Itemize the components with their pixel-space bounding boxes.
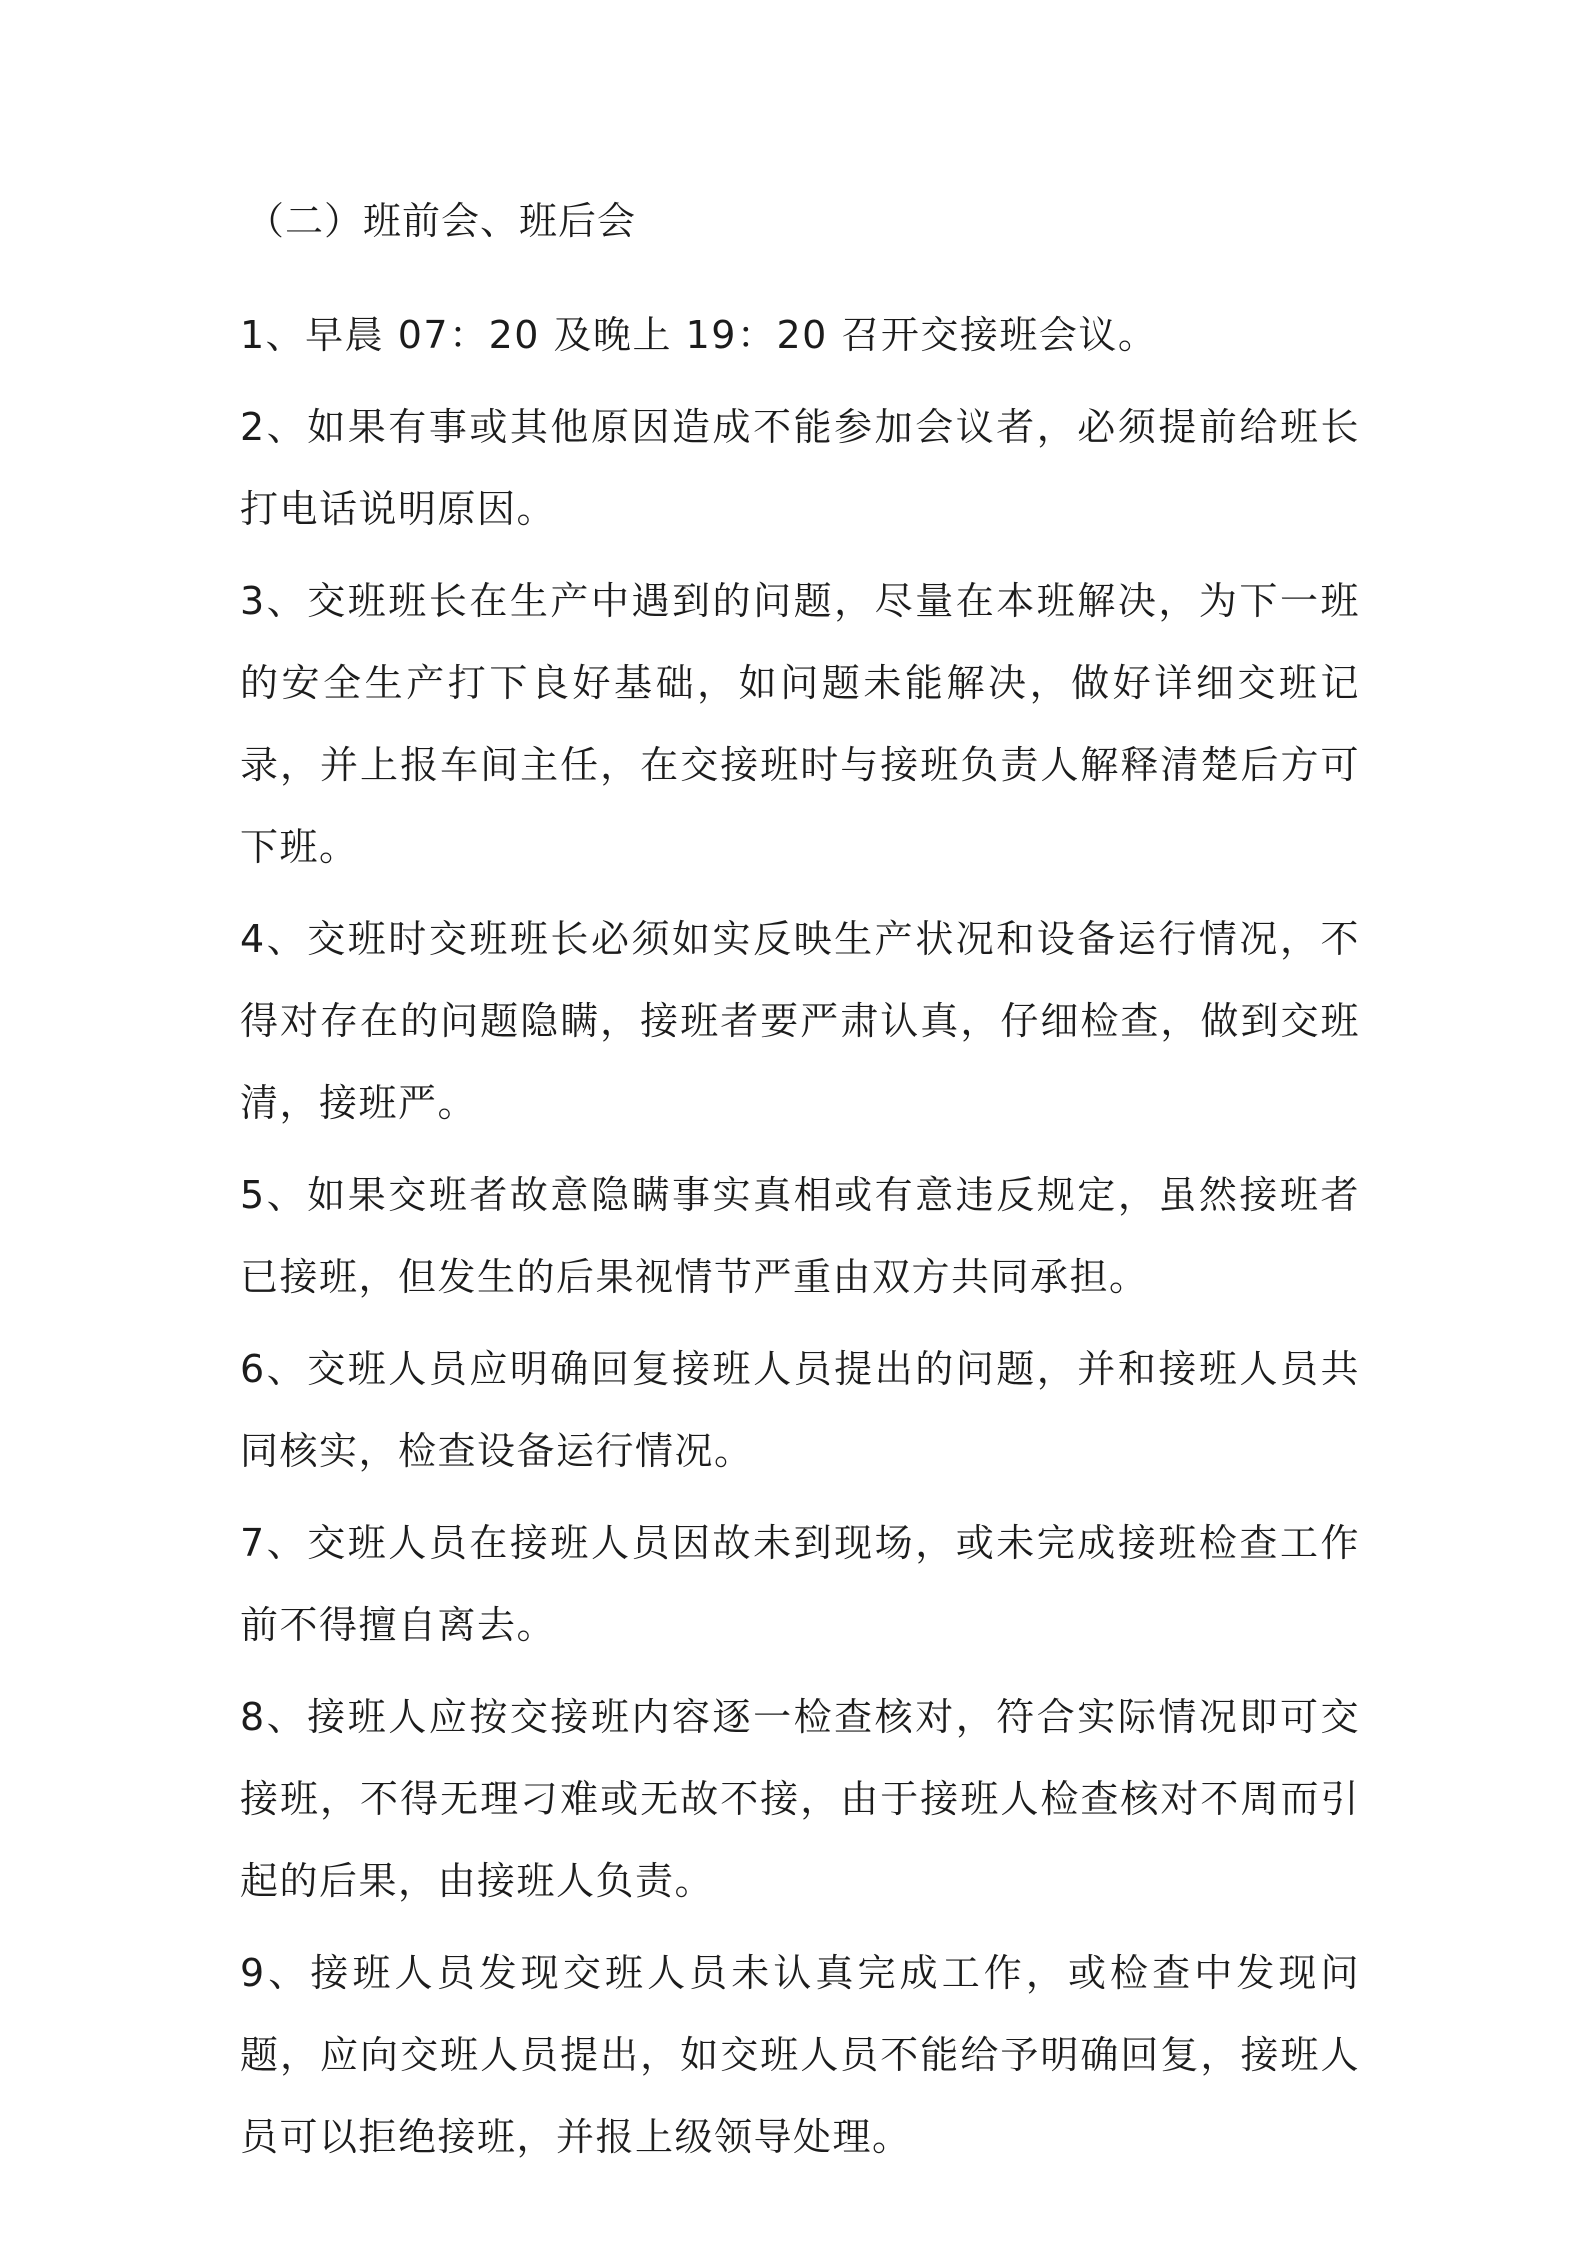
list-item-8: 8、接班人应按交接班内容逐一检查核对，符合实际情况即可交接班，不得无理刁难或无故不接，由于接班人检查核对不周而引起的后果，由接班人负责。 <box>240 1695 1360 1903</box>
list-item-5: 5、如果交班者故意隐瞒事实真相或有意违反规定，虽然接班者已接班，但发生的后果视情节严重由双方共同承担。 <box>240 1173 1360 1299</box>
list-item-6: 6、交班人员应明确回复接班人员提出的问题，并和接班人员共同核实，检查设备运行情况。 <box>240 1347 1360 1473</box>
section-heading: （二）班前会、班后会 <box>246 199 637 243</box>
document-body <box>240 196 1360 2188</box>
list-item-7: 7、交班人员在接班人员因故未到现场，或未完成接班检查工作前不得擅自离去。 <box>240 1521 1360 1647</box>
list-item-9: 9、接班人员发现交班人员未认真完成工作，或检查中发现问题，应向交班人员提出，如交班人员不能给予明确回复，接班人员可以拒绝接班，并报上级领导处理。 <box>240 1951 1360 2159</box>
list-item-3: 3、交班班长在生产中遇到的问题，尽量在本班解决，为下一班的安全生产打下良好基础，如问题未能解决，做好详细交班记录，并上报车间主任，在交接班时与接班负责人解释清楚后方可下班。 <box>240 579 1360 869</box>
list-item-2: 2、如果有事或其他原因造成不能参加会议者，必须提前给班长打电话说明原因。 <box>240 405 1360 531</box>
list-item-1: 1、早晨 07：20 及晚上 19：20 召开交接班会议。 <box>240 313 1158 357</box>
list-item-4: 4、交班时交班班长必须如实反映生产状况和设备运行情况，不得对存在的问题隐瞒，接班者要严肃认真，仔细检查，做到交班清，接班严。 <box>240 917 1360 1125</box>
